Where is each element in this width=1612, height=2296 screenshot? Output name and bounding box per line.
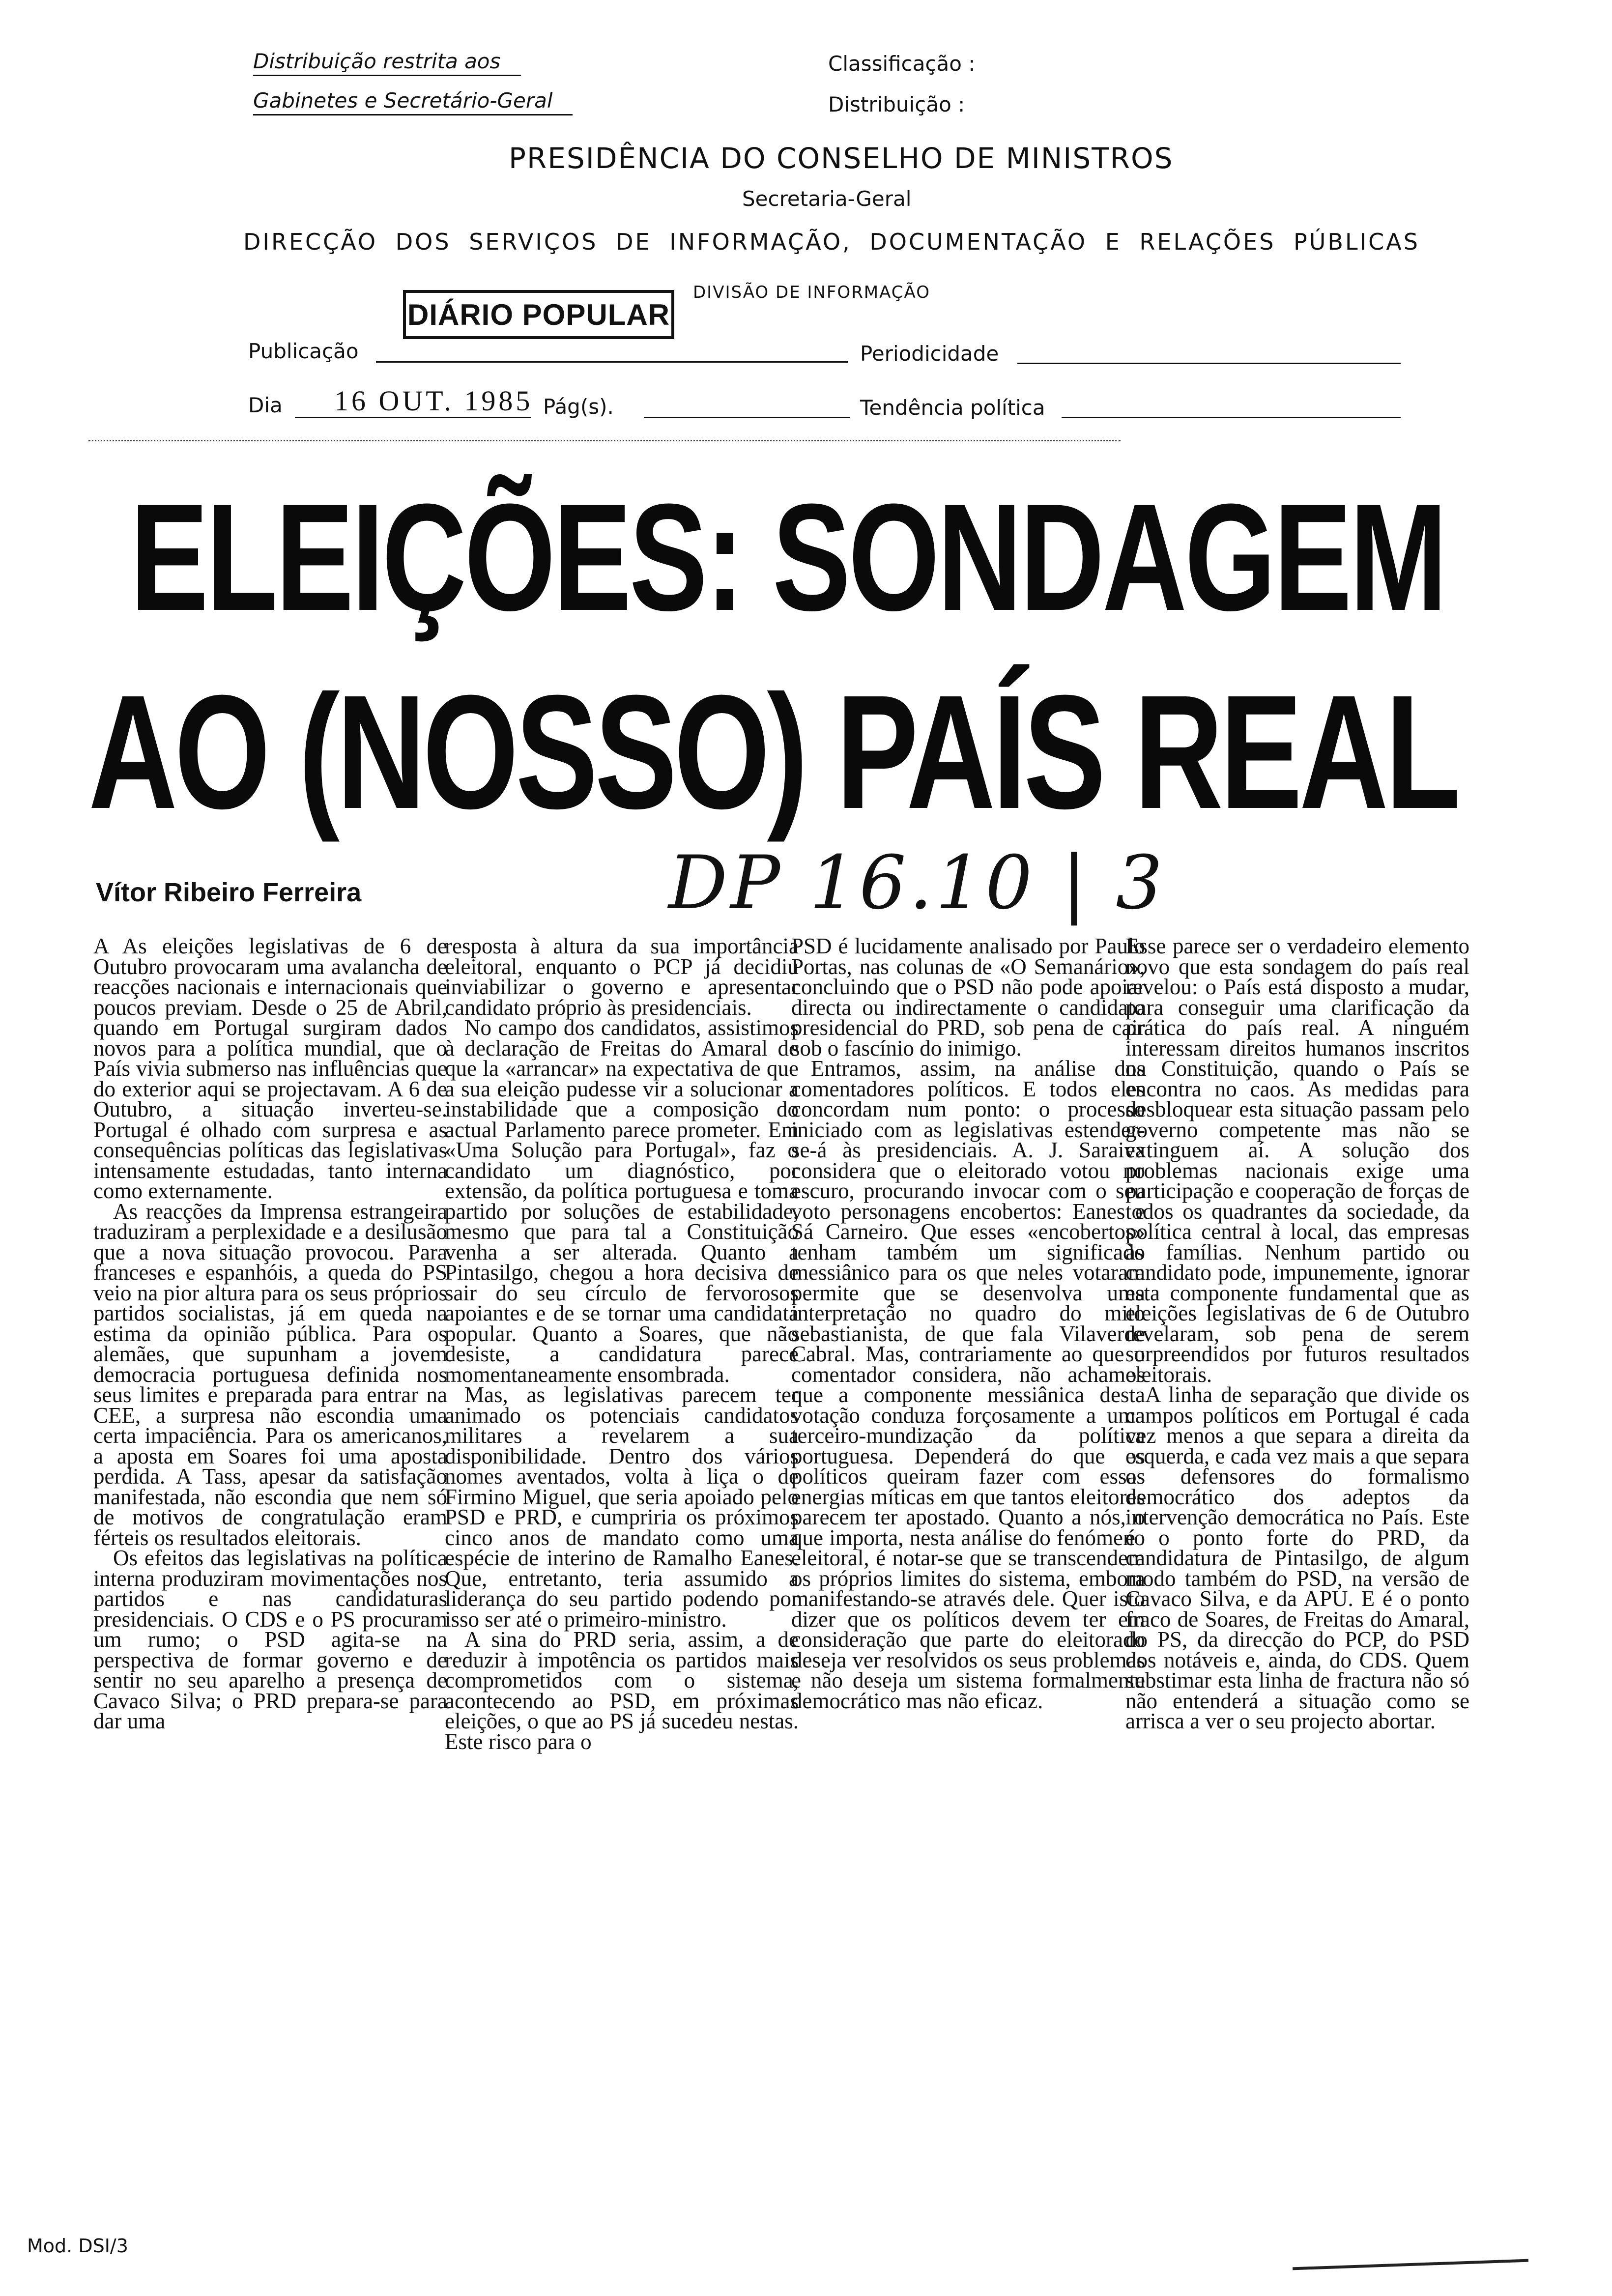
pages-field xyxy=(644,417,850,418)
paragraph: No campo dos candidatos, assistimos à declaração de Freitas do Amaral de que la «arrancar» na expectativa de que a sua eleição pudesse vir a solucionar a instabilidade que a composição do actual Parlamento parece prometer. Em «Uma Solução para Portugal», faz o candidato um diagnóstico, por extensão, da política portuguesa e toma partido por soluções de estabilidade, mesmo que para tal a Constituição venha a ser alterada. Quanto a Pintasilgo, chegou a hora decisiva de sair do seu círculo de fervorosos apoiantes e de se tornar uma candidata popular. Quanto a Soares, que não desiste, a candidatura parece momentaneamente ensombrada. xyxy=(445,1015,799,1387)
article-column-4 xyxy=(1125,936,1469,1732)
paragraph: Os efeitos das legislativas na política interna produziram movimentações nos partidos e nas candidaturas presidenciais. O CDS e o PS procuram um rumo; o PSD agita-se na perspectiva de formar governo e de sentir no seu aparelho a presença de Cavaco Silva; o PRD prepara-se para dar uma xyxy=(93,1546,447,1733)
division-label: DIVISÃO DE INFORMAÇÃO xyxy=(693,283,930,302)
article-column-3 xyxy=(791,936,1145,1711)
paragraph: Esse parece ser o verdadeiro elemento novo que esta sondagem do país real revelou: o País está disposto a mudar, para conseguir uma clarificação da prática do país real. A ninguém interessam direitos humanos inscritos na Constituição, quando o País se encontra no caos. As medidas para desbloquear esta situação passam pelo governo competente mas não se extinguem aí. A solução dos problemas nacionais exige uma participação e cooperação de forças de todos os quadrantes da sociedade, da política central à local, das empresas às famílias. Nenhum partido ou candidato pode, impunemente, ignorar esta componente fundamental que as eleições legislativas de 6 de Outubro revelaram, sob pena de serem surpreendidos por futuros resultados eleitorais. xyxy=(1125,934,1469,1387)
header-separator xyxy=(88,440,1121,441)
paragraph: PSD é lucidamente analisado por Paulo Portas, nas colunas de «O Semanário», concluindo que o PSD não pode apoiar directa ou indirectamente o candidato presidencial do PRD, sob pena de cair sob o fascínio do inimigo. xyxy=(791,934,1145,1061)
paragraph: resposta à altura da sua importância eleitoral, enquanto o PCP já decidiu inviabilizar o governo e apresentar candidato próprio às presidenciais. xyxy=(445,934,799,1020)
paragraph: A As eleições legislativas de 6 de Outubro provocaram uma avalancha de reacções nacionais e internacionais que poucos previam. Desde o 25 de Abril, quando em Portugal surgiram dados novos para a política mundial, que o País vivia submerso nas influências que do exterior aqui se projectavam. A 6 de Outubro, a situação inverteu-se. Portugal é olhado com surpresa e as consequências políticas das legislativas intensamente estudadas, tanto interna como externamente. xyxy=(93,934,447,1203)
political-tendency-label: Tendência política xyxy=(860,396,1045,420)
paragraph: Entramos, assim, na análise dos comentadores políticos. E todos eles concordam num ponto: o processo iniciado com as legislativas estender-se-á às presidenciais. A. J. Saraiva considera que o eleitorado votou no escuro, procurando invocar com o seu voto personagens encobertos: Eanes e Sá Carneiro. Que esses «encobertos» tenham também um significado messiânico para os que neles votaram permite que se desenvolva uma interpretação no quadro do mito sebastianista, de que fala Vilaverde Cabral. Mas, contrariamente ao que o comentador considera, não achamos que a componente messiânica desta votação conduza forçosamente a uma terceiro-mundização da política portuguesa. Dependerá do que os políticos queiram fazer com essas energias míticas em que tantos eleitores parecem ter apostado. Quanto a nós, o que importa, nesta análise do fenómeno eleitoral, é notar-se que se transcendem os próprios limites do sistema, embora manifestando-se através dele. Quer isto dizer que os políticos devem ter em consideração que parte do eleitorado deseja ver resolvidos os seus problemas e não deseja um sistema formalmente democrático mas não eficaz. xyxy=(791,1056,1145,1713)
paragraph: A linha de separação que divide os campos políticos em Portugal é cada vez menos a que separa a direita da esquerda, e cada vez mais a que separa os defensores do formalismo democrático dos adeptos da intervenção democrática no País. Este é o ponto forte do PRD, da candidatura de Pintasilgo, de algum modo também do PSD, na versão de Cavaco Silva, e da APU. E é o ponto fraco de Soares, de Freitas do Amaral, do PS, da direcção do PCP, do PSD dos notáveis e, ainda, do CDS. Quem substimar esta linha de fractura não só não entenderá a situação como se arrisca a ver o seu projecto abortar. xyxy=(1125,1382,1469,1733)
distribution-restriction-line1: Distribuição restrita aos xyxy=(253,49,501,73)
pages-label: Pág(s). xyxy=(543,395,614,419)
paragraph: Mas, as legislativas parecem ter animado os potenciais candidatos militares a revelarem a sua disponibilidade. Dentro dos vários nomes aventados, volta à liça o de Firmino Miguel, que seria apoiado pelo PSD e PRD, e cumpriria os próximos cinco anos de mandato como uma espécie de interino de Ramalho Eanes. Que, entretanto, teria assumido a liderança do seu partido podendo por isso ser até o primeiro-ministro. xyxy=(445,1382,799,1632)
paragraph: A sina do PRD seria, assim, a de reduzir à impotência os partidos mais comprometidos com o sistema, acontecendo ao PSD, em próximas eleições, o que ao PS já sucedeu nestas. Este risco para o xyxy=(445,1627,799,1754)
distribution-label: Distribuição : xyxy=(828,92,965,116)
article-column-1 xyxy=(93,936,447,1732)
ministry-title: PRESIDÊNCIA DO CONSELHO DE MINISTROS xyxy=(509,142,1174,175)
political-tendency-field xyxy=(1062,417,1401,418)
form-code: Mod. DSI/3 xyxy=(27,2235,128,2257)
classification-label: Classificação : xyxy=(828,52,976,76)
author-byline: Vítor Ribeiro Ferreira xyxy=(96,878,362,907)
publication-label: Publicação xyxy=(248,339,359,363)
bottom-scan-mark xyxy=(1293,2259,1528,2270)
day-label: Dia xyxy=(248,393,283,417)
distribution-restriction-line2: Gabinetes e Secretário-Geral xyxy=(253,88,553,113)
secretariat-title: Secretaria-Geral xyxy=(742,187,912,211)
paragraph: As reacções da Imprensa estrangeira traduziram a perplexidade e a desilusão que a nova situação provocou. Para franceses e espanhóis, a queda do PS veio na pior altura para os seus próprios partidos socialistas, já em queda na estima da opinião pública. Para os alemães, que supunham a jovem democracia portuguesa definida nos seus limites e preparada para entrar na CEE, a surpresa não escondia uma certa impaciência. Para os americanos, a aposta em Soares foi uma aposta perdida. A Tass, apesar da satisfação manifestada, não escondia que nem só de motivos de congratulação eram férteis os resultados eleitorais. xyxy=(93,1199,447,1550)
periodicity-field xyxy=(1017,363,1401,364)
directorate-title: DIRECÇÃO DOS SERVIÇOS DE INFORMAÇÃO, DOCUMENTAÇÃO E RELAÇÕES PÚBLICAS xyxy=(243,229,1420,255)
newspaper-stamp: DIÁRIO POPULAR xyxy=(403,290,674,339)
date-field xyxy=(295,417,531,418)
handwritten-reference: DP 16.10 | 3 xyxy=(668,840,1166,926)
distribution-underline-1 xyxy=(253,75,521,76)
periodicity-label: Periodicidade xyxy=(860,342,999,366)
article-column-2 xyxy=(445,936,799,1752)
date-value: 16 OUT. 1985 xyxy=(334,385,533,417)
publication-field xyxy=(376,361,848,363)
distribution-underline-2 xyxy=(253,114,573,115)
headline-line-1: ELEIÇÕES: SONDAGEM xyxy=(130,472,1445,642)
headline-line-2: AO (NOSSO) PAÍS REAL xyxy=(88,661,1458,842)
